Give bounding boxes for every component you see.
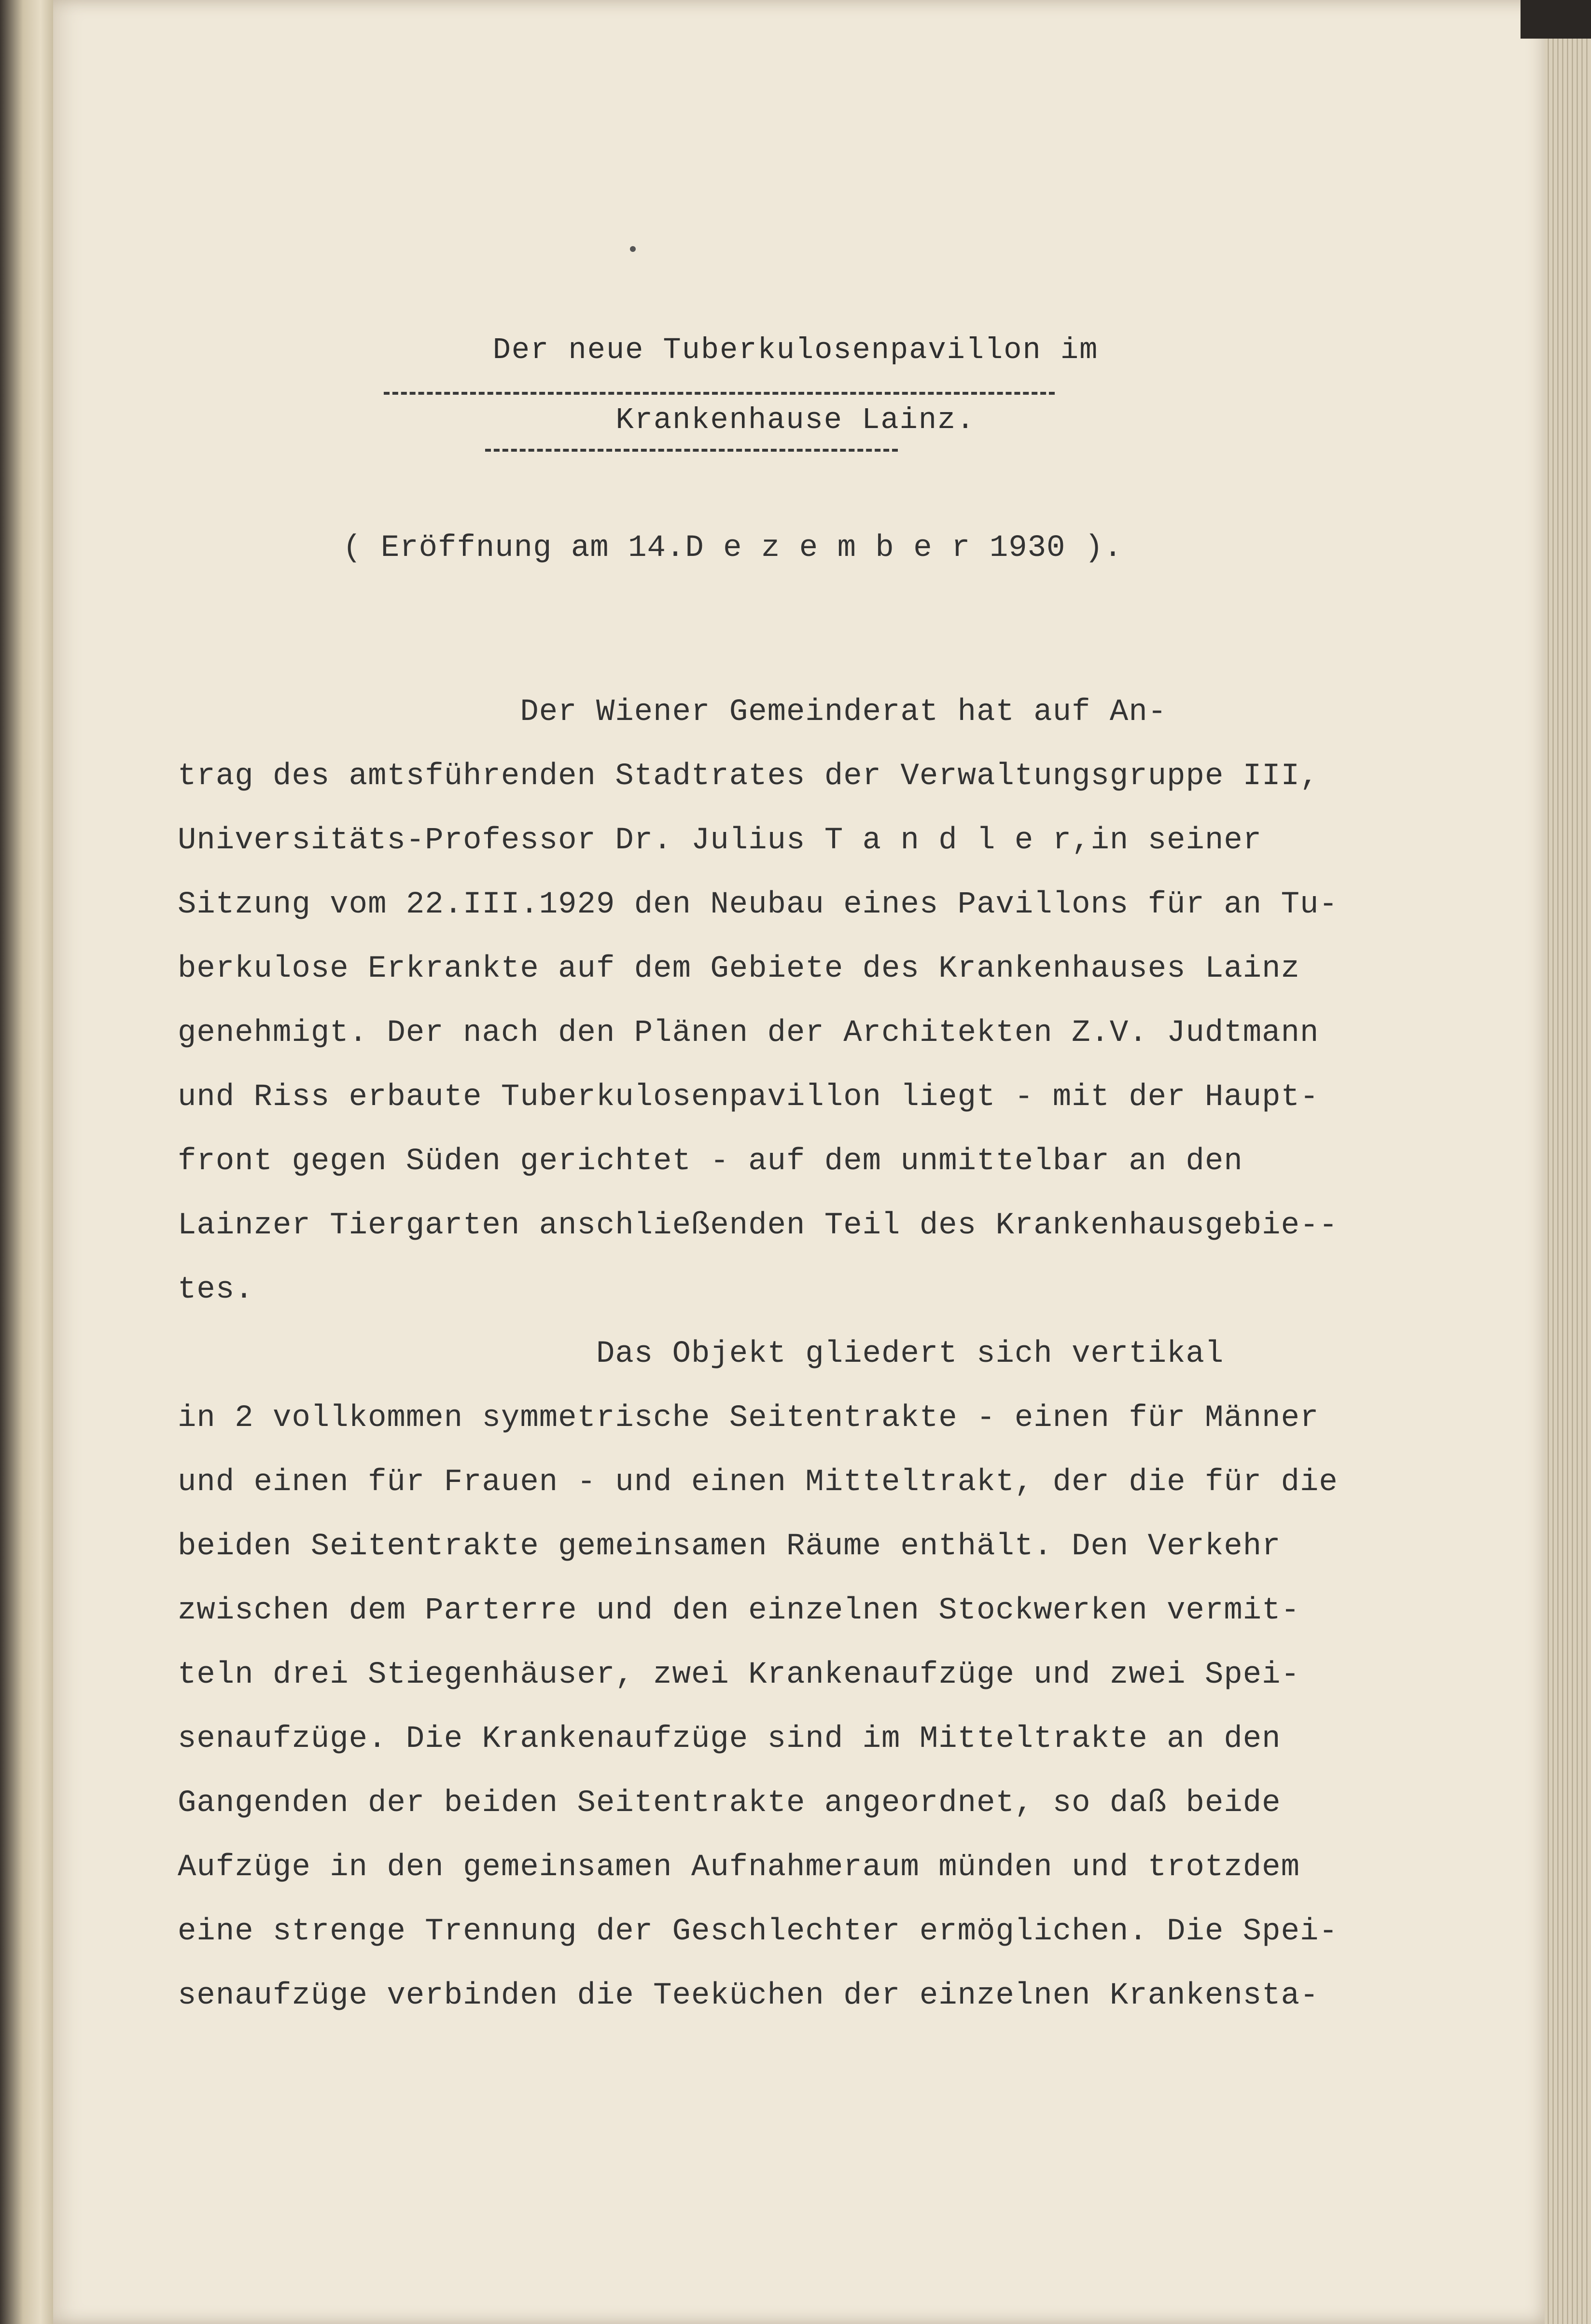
body-line: trag des amtsführenden Stadtrates der Verwaltungsgruppe III,: [178, 759, 1319, 794]
opening-date-line: ( Eröffnung am 14.D e z e m b e r 1930 ).: [343, 531, 1123, 566]
body-line: zwischen dem Parterre und den einzelnen Stockwerken vermit-: [178, 1593, 1300, 1628]
body-line: beiden Seitentrakte gemeinsamen Räume enthält. Den Verkehr: [178, 1529, 1281, 1564]
body-line: tes.: [178, 1273, 254, 1307]
body-line: senaufzüge verbinden die Teeküchen der einzelnen Krankensta-: [178, 1978, 1319, 2013]
body-line: Der Wiener Gemeinderat hat auf An-: [178, 695, 1167, 730]
body-line: und Riss erbaute Tuberkulosenpavillon liegt - mit der Haupt-: [178, 1080, 1319, 1115]
body-line: Das Objekt gliedert sich vertikal: [178, 1337, 1224, 1371]
background-corner: [1521, 0, 1591, 39]
title-underline-2: [485, 449, 898, 452]
body-line: Aufzüge in den gemeinsamen Aufnahmeraum münden und trotzdem: [178, 1850, 1300, 1885]
body-line: senaufzüge. Die Krankenaufzüge sind im Mitteltrakte an den: [178, 1722, 1281, 1757]
body-line: Lainzer Tiergarten anschließenden Teil des Krankenhausgebie--: [178, 1208, 1338, 1243]
body-line: in 2 vollkommen symmetrische Seitentrakte - einen für Männer: [178, 1401, 1319, 1436]
body-line: eine strenge Trennung der Geschlechter ermöglichen. Die Spei-: [178, 1914, 1338, 1949]
body-line: Universitäts-Professor Dr. Julius T a n d l e r,in seiner: [178, 823, 1262, 858]
title-line-1: Der neue Tuberkulosenpavillon im: [492, 333, 1099, 367]
title-underline-1: [384, 392, 1055, 395]
body-line: front gegen Süden gerichtet - auf dem unmittelbar an den: [178, 1144, 1243, 1179]
title-line-2: Krankenhause Lainz.: [615, 403, 976, 437]
body-line: genehmigt. Der nach den Plänen der Architekten Z.V. Judtmann: [178, 1016, 1319, 1051]
page-edges: [1545, 34, 1591, 2324]
body-line: und einen für Frauen - und einen Mitteltrakt, der die für die: [178, 1465, 1338, 1500]
body-line: Sitzung vom 22.III.1929 den Neubau eines Pavillons für an Tu-: [178, 887, 1338, 922]
ink-dot: [630, 246, 636, 252]
body-line: berkulose Erkrankte auf dem Gebiete des Krankenhauses Lainz: [178, 952, 1300, 986]
body-line: teln drei Stiegenhäuser, zwei Krankenaufzüge und zwei Spei-: [178, 1658, 1300, 1692]
body-line: Gangenden der beiden Seitentrakte angeordnet, so daß beide: [178, 1786, 1281, 1821]
